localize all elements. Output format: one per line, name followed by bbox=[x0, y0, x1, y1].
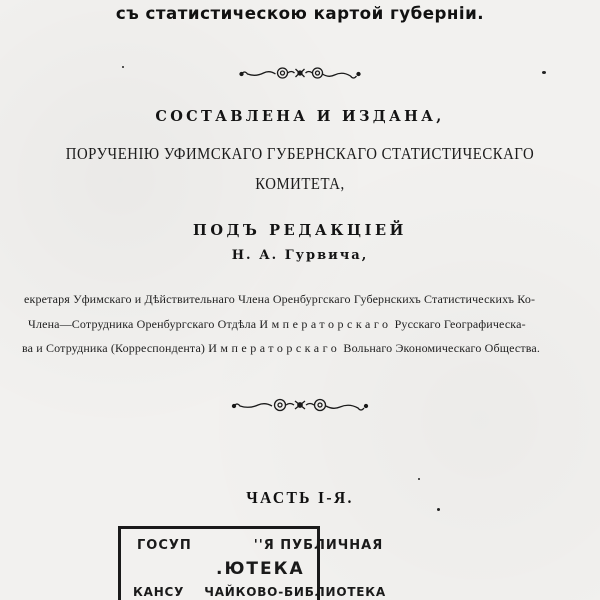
dust-speck bbox=[437, 508, 440, 511]
committee-line: КОМИТЕТА, bbox=[255, 174, 345, 193]
stamp-text: КАНСУ bbox=[133, 585, 185, 599]
ornament-divider-bottom-icon bbox=[230, 395, 370, 415]
ornament-divider-top-icon bbox=[238, 64, 363, 82]
editor-bio-line-3 bbox=[22, 341, 540, 356]
library-stamp bbox=[118, 526, 386, 600]
stamp-text: ЧАЙКОВО-БИБЛИОТЕКА bbox=[204, 585, 386, 599]
dust-speck bbox=[418, 478, 420, 480]
bio-text-pre: Члена—Сотрудника Оренбургскаго Отдѣла bbox=[28, 317, 260, 331]
part-label: ЧАСТЬ I-Я. bbox=[246, 488, 354, 507]
editor-bio-line-2 bbox=[28, 317, 526, 332]
commission-line: ПОРУЧЕНІЮ УФИМСКАГО ГУБЕРНСКАГО СТАТИСТИЧЕСКАГО bbox=[65, 144, 535, 163]
editor-name: Н. А. Гурвича, bbox=[231, 248, 369, 263]
stamp-line-1 bbox=[137, 538, 384, 553]
stamp-line-3 bbox=[133, 585, 386, 599]
dust-speck bbox=[122, 66, 124, 68]
bio-text-post: Русскаго Географическа- bbox=[391, 317, 526, 331]
subtitle-with-statistical-map: съ статистическою картой губерніи. bbox=[115, 4, 485, 24]
stamp-text: ''Я ПУБЛИЧНАЯ bbox=[253, 538, 384, 553]
editor-label: ПОДЪ РЕДАКЦІЕЙ bbox=[193, 222, 407, 239]
bio-text: екретаря Уфимскаго и Дѣйствительнаго Члена Оренбургскаго Губернскихъ Статистическихъ Ко- bbox=[24, 292, 536, 306]
editor-bio-line-1 bbox=[24, 292, 535, 307]
bio-text-spaced: Императорскаго bbox=[259, 317, 392, 331]
bio-text-pre: ва и Сотрудника (Корреспондента) bbox=[22, 341, 209, 355]
stamp-text: ГОСУП bbox=[137, 538, 192, 553]
dust-speck bbox=[542, 71, 546, 74]
composed-and-published-heading: СОСТАВЛЕНА И ИЗДАНА, bbox=[155, 108, 445, 125]
bio-text-post: Вольнаго Экономическаго Общества. bbox=[340, 341, 541, 355]
bio-text-spaced: Императорскаго bbox=[208, 341, 341, 355]
stamp-line-2: .ЮТЕКА bbox=[216, 559, 305, 579]
